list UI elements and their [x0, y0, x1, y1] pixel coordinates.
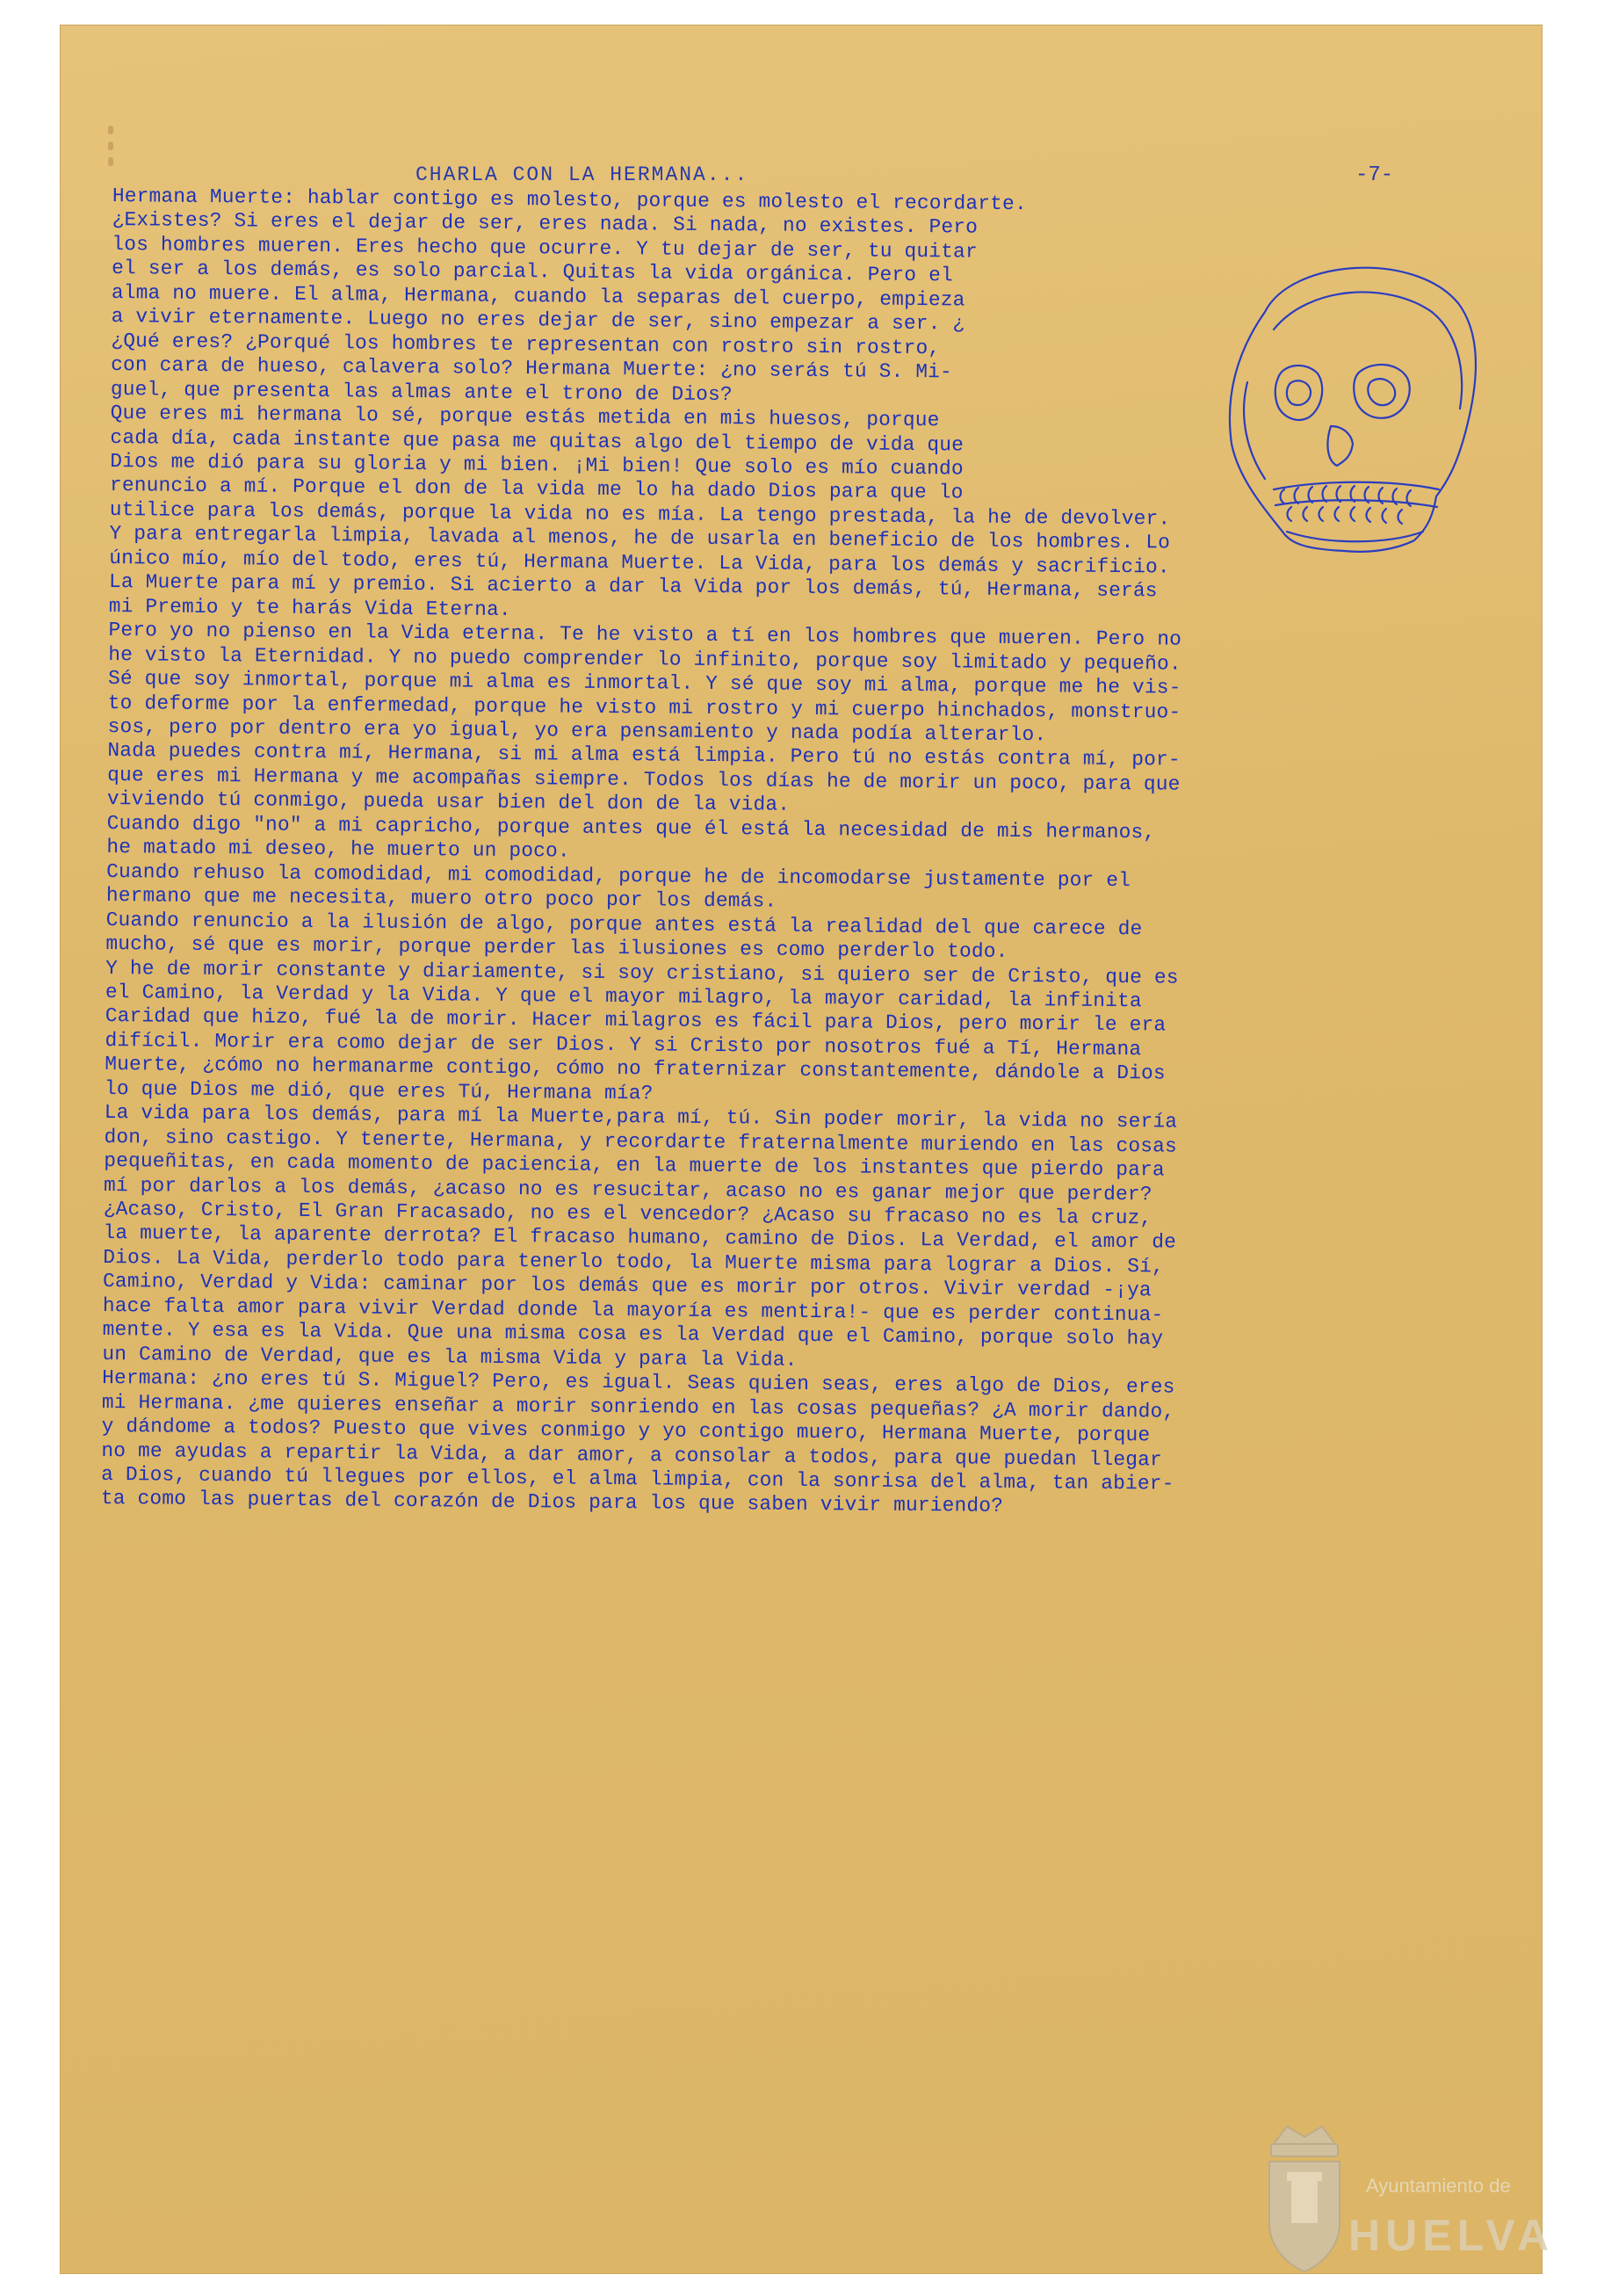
text-line: mi Premio y te harás Vida Eterna.: [108, 594, 511, 621]
text-line: pequeñitas, en cada momento de paciencia, en la muerte de los instantes que pierdo para: [104, 1149, 1165, 1182]
text-line: Camino, Verdad y Vida: caminar por los demás que es morir por otros. Vivir verdad -¡ya: [102, 1270, 1152, 1302]
text-line: los hombres mueren. Eres hecho que ocurre. Y tu dejar de ser, tu quitar: [112, 232, 978, 264]
text-line: el Camino, la Verdad y la Vida. Y que el mayor milagro, la mayor caridad, la infinita: [105, 980, 1142, 1013]
coat-of-arms-icon: [1252, 2118, 1357, 2276]
text-line: Y he de morir constante y diariamente, si soy cristiano, si quiero ser de Cristo, que es: [105, 956, 1179, 989]
text-line: Dios. La Vida, perderlo todo para tenerlo todo, la Muerte misma para lograr a Dios. Sí,: [103, 1245, 1165, 1278]
text-line: viviendo tú conmigo, pueda usar bien del don de la vida.: [106, 787, 791, 817]
text-line: alma no muere. El alma, Hermana, cuando la separas del cuerpo, empieza: [111, 280, 965, 312]
text-line: el ser a los demás, es solo parcial. Quitas la vida orgánica. Pero el: [112, 257, 953, 287]
text-line: único mío, mío del todo, eres tú, Hermana Muerte. La Vida, para los demás y sacrificio.: [109, 546, 1170, 579]
text-line: no me ayudas a repartir la Vida, a dar amor, a consolar a todos, para que puedan llegar: [101, 1438, 1163, 1472]
text-line: mente. Y esa es la Vida. Que una misma cosa es la Verdad que el Camino, porque solo hay: [102, 1318, 1164, 1351]
text-line: Nada puedes contra mí, Hermana, si mi alma está limpia. Pero tú no estás contra mí, por-: [107, 739, 1181, 772]
text-line: guel, que presenta las almas ante el trono de Dios?: [110, 377, 733, 406]
text-line: un Camino de Verdad, que es la misma Vida y para la Vida.: [102, 1342, 798, 1372]
text-line: utilice para los demás, porque la vida no es mía. La tengo prestada, la he de devolver.: [109, 497, 1171, 531]
text-line: Que eres mi hermana lo sé, porque estás metida en mis huesos, porque: [110, 402, 940, 432]
text-line: hace falta amor para vivir Verdad donde la mayoría es mentira!- que es perder continua-: [102, 1293, 1164, 1327]
text-line: Dios me dió para su gloria y mi bien. ¡Mi bien! Que solo es mío cuando: [110, 449, 964, 481]
text-line: ¿Qué eres? ¿Porqué los hombres te representan con rostro sin rostro,: [111, 329, 941, 359]
text-line: Muerte, ¿cómo no hermanarme contigo, cómo no fraternizar constantemente, dándole a Dios: [105, 1053, 1166, 1085]
watermark-city: HUELVA: [1348, 2211, 1555, 2260]
text-line: La vida para los demás, para mí la Muerte,para mí, tú. Sin poder morir, la vida no sería: [104, 1101, 1178, 1134]
text-line: sos, pero por dentro era yo igual, yo era pensamiento y nada podía alterarlo.: [107, 714, 1047, 747]
text-line: Hermana: ¿no eres tú S. Miguel? Pero, es igual. Seas quien seas, eres algo de Dios, eres: [102, 1366, 1175, 1399]
text-line: mucho, sé que es morir, porque perder las ilusiones es como perderlo todo.: [105, 932, 1008, 963]
text-line: Sé que soy inmortal, porque mi alma es inmortal. Y sé que soy mi alma, porque me he vis-: [107, 667, 1181, 699]
text-line: La Muerte para mí y premio. Si acierto a dar la Vida por los demás, tú, Hermana, serás: [108, 570, 1158, 603]
staple-holes: [108, 126, 113, 173]
text-line: que eres mi Hermana y me acompañas siempre. Todos los días he de morir un poco, para que: [107, 763, 1181, 796]
text-line: renuncio a mí. Porque el don de la vida me lo ha dado Dios para que lo: [109, 474, 964, 504]
text-line: Cuando digo "no" a mi capricho, porque antes que él está la necesidad de mis hermanos,: [106, 811, 1156, 844]
document-title: CHARLA CON LA HERMANA...: [415, 163, 749, 186]
text-line: Cuando renuncio a la ilusión de algo, porque antes está la realidad del que carece de: [105, 908, 1143, 940]
text-line: mí por darlos a los demás, ¿acaso no es resucitar, acaso no es ganar mejor que perder?: [103, 1173, 1152, 1206]
text-line: cada día, cada instante que pasa me quitas algo del tiempo de vida que: [110, 425, 965, 456]
text-line: ta como las puertas del corazón de Dios para los que saben vivir muriendo?: [100, 1487, 1004, 1518]
page-number: -7-: [1355, 163, 1394, 187]
text-line: difícil. Morir era como dejar de ser Dios. Y si Cristo por nosotros fué a Tí, Hermana: [105, 1028, 1142, 1061]
text-line: y dándome a todos? Puesto que vives conmigo y yo contigo muero, Hermana Muerte, porque: [101, 1415, 1151, 1447]
text-line: lo que Dios me dió, que eres Tú, Hermana mía?: [104, 1076, 654, 1105]
text-line: a vivir eternamente. Luego no eres dejar de ser, sino empezar a ser. ¿: [111, 305, 965, 336]
text-line: a Dios, cuando tú llegues por ellos, el alma limpia, con la sonrisa del alma, tan abier-: [101, 1462, 1174, 1496]
watermark-label: Ayuntamiento de: [1366, 2175, 1511, 2197]
text-line: Y para entregarla limpia, lavada al menos, he de usarla en beneficio de los hombres. Lo: [109, 522, 1171, 554]
text-line: Cuando rehuso la comodidad, mi comodidad, porque he de incomodarse justamente por el: [106, 859, 1131, 892]
text-line: Caridad que hizo, fué la de morir. Hacer milagros es fácil para Dios, pero morir le era: [105, 1004, 1167, 1037]
text-line: con cara de hueso, calavera solo? Hermana Muerte: ¿no serás tú S. Mi-: [111, 353, 953, 384]
municipal-watermark: [1234, 2118, 1555, 2285]
text-line: to deforme por la enfermedad, porque he visto mi rostro y mi cuerpo hinchados, monstruo-: [107, 691, 1181, 724]
text-line: hermano que me necesita, muero otro poco por los demás.: [105, 884, 777, 913]
skull-drawing-icon: [1212, 242, 1493, 619]
text-line: Pero yo no pienso en la Vida eterna. Te he visto a tí en los hombres que mueren. Pero no: [108, 619, 1182, 651]
text-line: ¿Acaso, Cristo, El Gran Fracasado, no es el vencedor? ¿Acaso su fracaso no es la cruz,: [103, 1197, 1152, 1230]
text-line: Hermana Muerte: hablar contigo es molesto, porque es molesto el recordarte.: [112, 185, 1027, 216]
text-line: don, sino castigo. Y tenerte, Hermana, y recordarte fraternalmente muriendo en las cosas: [104, 1125, 1178, 1158]
text-line: ¿Existes? Si eres el dejar de ser, eres nada. Si nada, no existes. Pero: [112, 208, 979, 240]
text-line: mi Hermana. ¿me quieres enseñar a morir sonriendo en las cosas pequeñas? ¿A morir dando,: [101, 1390, 1175, 1423]
text-line: he matado mi deseo, he muerto un poco.: [106, 836, 570, 863]
text-line: he visto la Eternidad. Y no puedo comprender lo infinito, porque soy limitado y pequeño.: [108, 642, 1181, 676]
text-line: la muerte, la aparente derrota? El fracaso humano, camino de Dios. La Verdad, el amor de: [103, 1221, 1177, 1255]
